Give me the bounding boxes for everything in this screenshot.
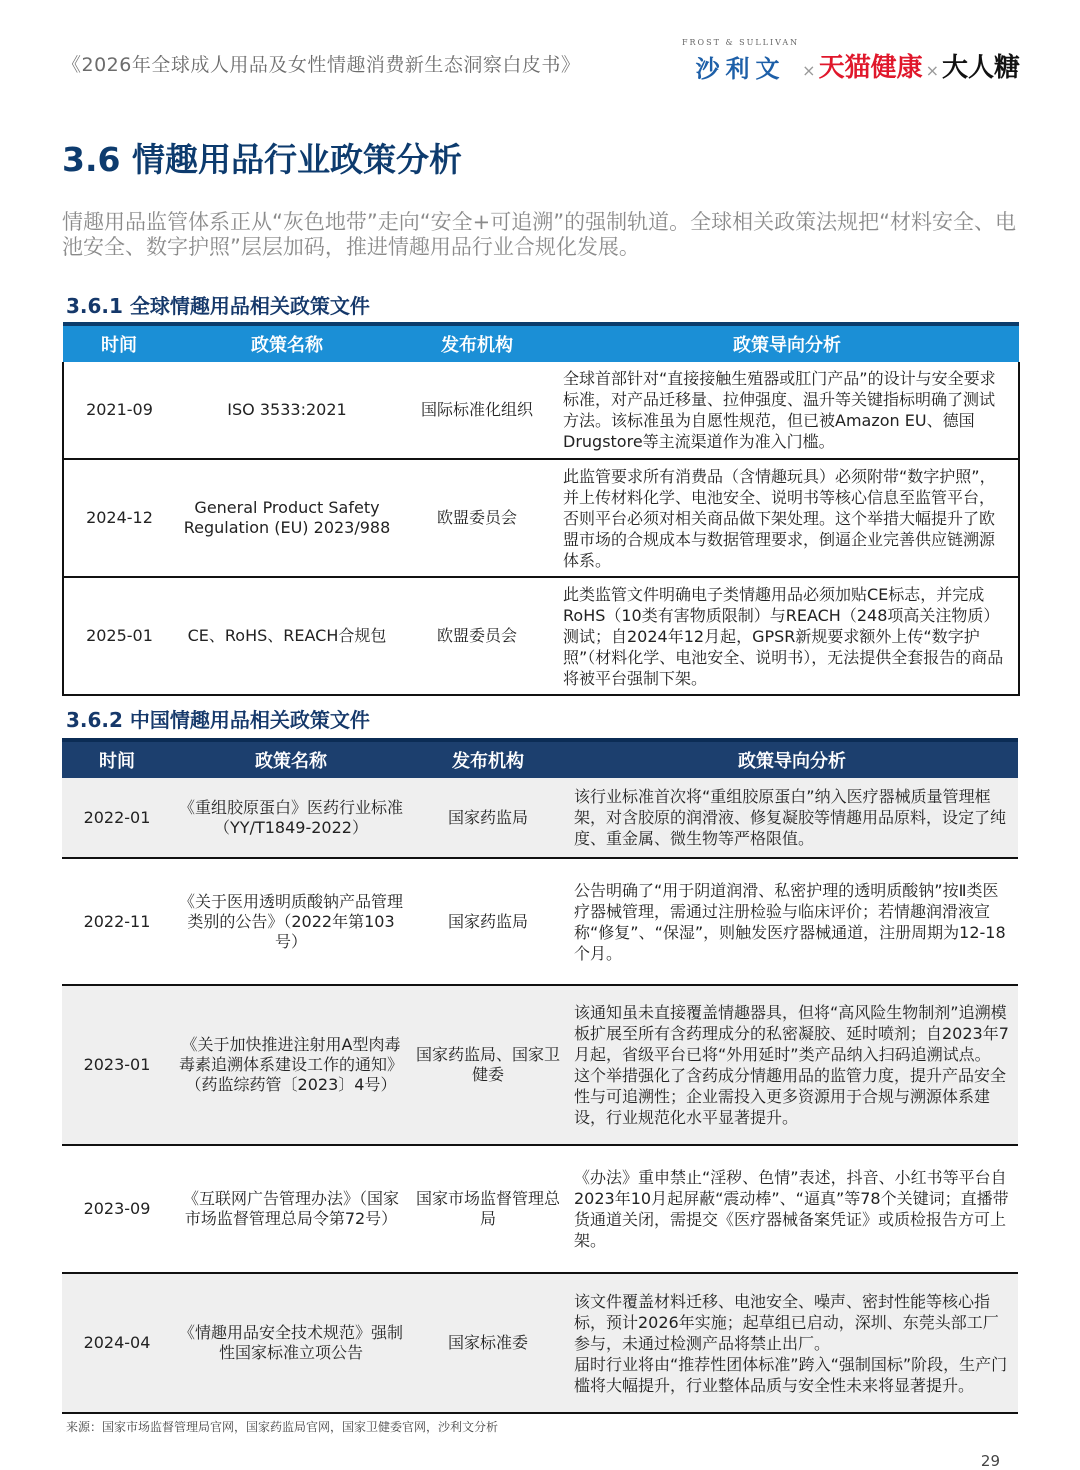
cell-policy-name: 《情趣用品安全技术规范》强制性国家标准立项公告	[172, 1273, 410, 1413]
brand-separator: ×	[925, 61, 939, 80]
cell-policy-name: 《重组胶原蛋白》医药行业标准（YY/T1849-2022）	[172, 778, 410, 858]
table-row	[63, 362, 1019, 459]
column-header-policy-name: 政策名称	[255, 751, 327, 772]
page-number: 29	[980, 1452, 1000, 1470]
cell-issuer: 国家药监局	[410, 858, 566, 985]
brand-logos	[682, 38, 1020, 84]
cell-date: 2023-09	[62, 1145, 172, 1273]
tmall-health-logo: 天猫健康	[818, 53, 923, 83]
cell-analysis: 该行业标准首次将“重组胶原蛋白”纳入医疗器械质量管理框架，对含胶原的润滑液、修复凝胶等情趣用品原料，设定了纯度、重金属、微生物等严格限值。	[566, 778, 1018, 858]
cell-date: 2024-04	[62, 1273, 172, 1413]
table-row	[62, 1273, 1018, 1413]
cell-issuer: 国家标准委	[410, 1273, 566, 1413]
cell-date: 2021-09	[63, 362, 175, 459]
cell-issuer: 国家市场监督管理总局	[410, 1145, 566, 1273]
cell-analysis: 该文件覆盖材料迁移、电池安全、噪声、密封性能等核心指标，预计2026年实施；起草组已启动，深圳、东莞头部工厂参与，未通过检测产品将禁止出厂。 届时行业将由“推荐性团体标准”跨入“强制国标”阶段，生产门槛将大幅提升，行业整体品质与安全性未来将显著提升。	[566, 1273, 1018, 1413]
global-policy-subtitle: 3.6.1 全球情趣用品相关政策文件	[66, 294, 370, 318]
frost-sullivan-logo	[682, 38, 799, 84]
cell-analysis: 此监管要求所有消费品（含情趣玩具）必须附带“数字护照”，并上传材料化学、电池安全、说明书等核心信息至监管平台，否则平台必须对相关商品做下架处理。这个举措大幅提升了欧盟市场的合规成本与数据管理要求，倒逼企业完善供应链溯源体系。	[555, 459, 1019, 577]
table-row	[62, 985, 1018, 1145]
cell-analysis: 公告明确了“用于阴道润滑、私密护理的透明质酸钠”按Ⅱ类医疗器械管理，需通过注册检验与临床评价；若情趣润滑液宣称“修复”、“保湿”，则触发医疗器械通道，注册周期为12-18个月。	[566, 858, 1018, 985]
cell-date: 2022-01	[62, 778, 172, 858]
cell-policy-name: 《关于医用透明质酸钠产品管理类别的公告》（2022年第103号）	[172, 858, 410, 985]
table-row	[62, 1145, 1018, 1273]
cell-date: 2025-01	[63, 577, 175, 695]
cell-analysis: 此类监管文件明确电子类情趣用品必须加贴CE标志，并完成RoHS（10类有害物质限制）与REACH（248项高关注物质）测试；自2024年12月起，GPSR新规要求额外上传“数字护照”（材料化学、电池安全、说明书），无法提供全套报告的商品将被平台强制下架。	[555, 577, 1019, 695]
table-row	[62, 778, 1018, 858]
cell-policy-name: 《互联网广告管理办法》（国家市场监督管理总局令第72号）	[172, 1145, 410, 1273]
cell-policy-name: General Product Safety Regulation (EU) 2023/988	[175, 459, 399, 577]
column-header-date: 时间	[101, 335, 137, 356]
frost-sullivan-logo-cn: 沙利文	[695, 55, 786, 83]
cell-issuer: 欧盟委员会	[399, 459, 555, 577]
table-row	[63, 459, 1019, 577]
source-note: 来源：国家市场监督管理局官网，国家药监局官网，国家卫健委官网，沙利文分析	[66, 1420, 499, 1434]
table-header-row	[63, 324, 1019, 362]
cell-date: 2024-12	[63, 459, 175, 577]
cell-analysis: 该通知虽未直接覆盖情趣器具，但将“高风险生物制剂”追溯模板扩展至所有含药理成分的私密凝胶、延时喷剂；自2023年7月起，省级平台已将“外用延时”类产品纳入扫码追溯试点。 这个举措强化了含药成分情趣用品的监管力度，提升产品安全性与可追溯性；企业需投入更多资源用于合规与溯源体系建设，行业规范化水平显著提升。	[566, 985, 1018, 1145]
brand-separator: ×	[802, 61, 816, 80]
cell-issuer: 国际标准化组织	[399, 362, 555, 459]
cell-analysis: 《办法》重申禁止“淫秽、色情”表述，抖音、小红书等平台自2023年10月起屏蔽“震动棒”、“逼真”等78个关键词；直播带货通道关闭，需提交《医疗器械备案凭证》或质检报告方可上架。	[566, 1145, 1018, 1273]
darentang-logo: 大人糖	[941, 53, 1020, 83]
china-policy-table	[62, 738, 1018, 1414]
cell-issuer: 国家药监局、国家卫健委	[410, 985, 566, 1145]
table-row	[63, 577, 1019, 695]
column-header-issuer: 发布机构	[452, 751, 524, 772]
column-header-issuer: 发布机构	[441, 335, 513, 356]
cell-issuer: 国家药监局	[410, 778, 566, 858]
china-policy-subtitle: 3.6.2 中国情趣用品相关政策文件	[66, 708, 370, 732]
section-title: 3.6 情趣用品行业政策分析	[62, 140, 462, 179]
column-header-date: 时间	[99, 751, 135, 772]
table-row	[62, 858, 1018, 985]
frost-sullivan-logo-en: FROST & SULLIVAN	[681, 38, 800, 47]
column-header-policy-name: 政策名称	[251, 335, 323, 356]
page-header	[0, 0, 1080, 100]
cell-analysis: 全球首部针对“直接接触生殖器或肛门产品”的设计与安全要求标准，对产品迁移量、拉伸强度、温升等关键指标明确了测试方法。该标准虽为自愿性规范，但已被Amazon EU、德国Drugstore等主流渠道作为准入门槛。	[555, 362, 1019, 459]
cell-policy-name: CE、RoHS、REACH合规包	[175, 577, 399, 695]
table-header-row	[62, 740, 1018, 778]
cell-date: 2023-01	[62, 985, 172, 1145]
column-header-analysis: 政策导向分析	[738, 751, 846, 772]
cell-policy-name: 《关于加快推进注射用A型肉毒毒素追溯体系建设工作的通知》（药监综药管〔2023〕4号）	[172, 985, 410, 1145]
intro-paragraph: 情趣用品监管体系正从“灰色地带”走向“安全+可追溯”的强制轨道。全球相关政策法规把“材料安全、电池安全、数字护照”层层加码，推进情趣用品行业合规化发展。	[62, 210, 1016, 259]
cell-issuer: 欧盟委员会	[399, 577, 555, 695]
report-title: 《2026年全球成人用品及女性情趣消费新生态洞察白皮书》	[62, 54, 581, 76]
cell-date: 2022-11	[62, 858, 172, 985]
column-header-analysis: 政策导向分析	[733, 335, 841, 356]
global-policy-table	[62, 322, 1020, 696]
cell-policy-name: ISO 3533:2021	[175, 362, 399, 459]
